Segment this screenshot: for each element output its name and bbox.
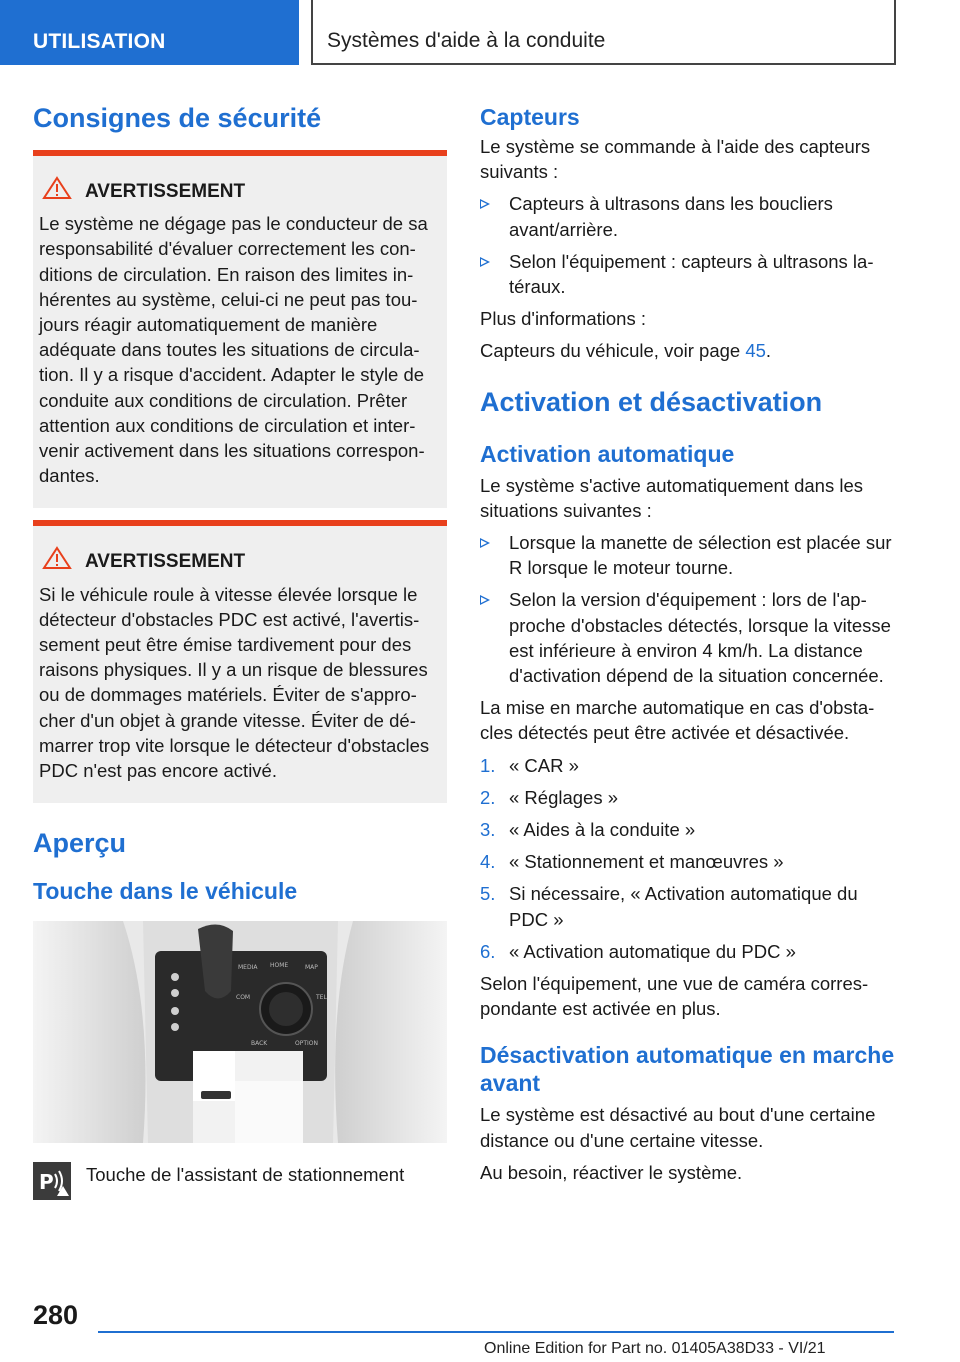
- chapter-title: Systèmes d'aide à la conduite: [311, 0, 896, 65]
- page-number: 280: [33, 1300, 79, 1330]
- auto-activation-title: Activation automatique: [480, 440, 735, 467]
- right-column: [480, 100, 898, 1185]
- sensors-title: Capteurs: [480, 104, 580, 130]
- button-title: Touche dans le véhicule: [33, 878, 298, 905]
- list-item: Lorsque la manette de sélection est placée sur R lorsque le moteur tourne.: [480, 530, 898, 580]
- step-item: 1. « CAR »: [480, 754, 579, 776]
- warning-box-2: [33, 520, 447, 803]
- warning-box-1: [33, 150, 447, 508]
- steps-list: [480, 753, 898, 964]
- activation-title: Activation et désactivation: [480, 386, 823, 417]
- warning-triangle-icon: [42, 176, 72, 207]
- home-label: HOME: [270, 962, 289, 970]
- step-item: 6. « Activation automatique du PDC »: [480, 940, 796, 962]
- center-console-photo: [33, 921, 447, 1143]
- section-tab: UTILISATION: [0, 0, 299, 65]
- auto-list: [480, 530, 898, 688]
- warning-triangle-icon: [42, 546, 72, 577]
- sensors-intro: Le système se commande à l'aide des capteurs suivants :: [480, 136, 871, 183]
- list-item: Selon l'équipement : capteurs à ultrasons latéraux.: [480, 249, 898, 299]
- triangle-bullet-icon: [480, 257, 490, 267]
- media-label: MEDIA: [238, 964, 258, 972]
- overview-title: Aperçu: [33, 828, 127, 859]
- more-info: Plus d'informations :: [480, 308, 646, 330]
- reactivate-note: Au besoin, réactiver le système.: [480, 1161, 743, 1183]
- step-item: 2. « Réglages »: [480, 786, 619, 808]
- triangle-bullet-icon: [480, 538, 490, 548]
- triangle-bullet-icon: [480, 595, 490, 605]
- left-column: [33, 100, 447, 1200]
- back-label: BACK: [251, 1040, 268, 1048]
- auto-note: La mise en marche automatique en cas d'obstacles détectés peut être activée et désactivée.: [480, 697, 875, 744]
- safety-title: Consignes de sécurité: [33, 103, 322, 133]
- warning-text: Si le véhicule roule à vitesse élevée lorsque le détecteur d'obstacles PDC est activé, l'avertissement peut être émise tardivement pour des raisons physiques. Il y a un risque de blessures ou de dommages matériels. Éviter de s'approcher d'un objet à grande vitesse. Éviter de démarrer trop vite lorsque le détecteur d'obstacles PDC n'est pas encore activé.: [39, 583, 430, 782]
- warning-label: AVERTISSEMENT: [85, 551, 246, 573]
- svg-text:P: P: [39, 1170, 54, 1195]
- button-caption: [33, 1162, 447, 1200]
- page-link[interactable]: 45: [745, 340, 766, 362]
- footer-rule: [98, 1331, 894, 1333]
- triangle-bullet-icon: [480, 199, 490, 209]
- tel-label: TEL: [316, 994, 327, 1002]
- sensors-reference: Capteurs du véhicule, voir page 45.: [480, 340, 772, 362]
- edition-text: Online Edition for Part no. 01405A38D33 - VI/21: [484, 1340, 826, 1357]
- parking-assistant-icon: [33, 1162, 71, 1200]
- com-label: COM: [236, 994, 251, 1002]
- step-item: 4. « Stationnement et manœuvres »: [480, 851, 784, 873]
- caption-text: Touche de l'assistant de stationnement: [86, 1164, 405, 1186]
- sensors-list: [480, 191, 898, 299]
- camera-note: Selon l'équipement, une vue de caméra correspondante est activée en plus.: [480, 973, 869, 1020]
- warning-label: AVERTISSEMENT: [85, 181, 246, 202]
- auto-intro: Le système s'active automatiquement dans les situations suivantes :: [480, 474, 863, 521]
- option-label: OPTION: [295, 1040, 318, 1048]
- deactivation-text: Le système est désactivé au bout d'une certaine distance ou d'une certaine vitesse.: [480, 1104, 876, 1151]
- map-label: MAP: [305, 964, 318, 972]
- list-item: Selon la version d'équipement : lors de l'approche d'obstacles détectés, lorsque la vitesse est inférieure à environ 4 km/h. La distance d'activation dépend de la situation concernée.: [480, 587, 898, 688]
- list-item: Capteurs à ultrasons dans les boucliers avant/arrière.: [480, 191, 898, 241]
- step-item: 5. Si nécessaire, « Activation automatique du PDC »: [480, 883, 858, 930]
- warning-text: Le système ne dégage pas le conducteur de sa responsabilité d'évaluer correctement les conditions de circulation. En raison des limites inhérentes au système, celui-ci ne peut pas toujours réagir automatiquement de manière adéquate dans toutes les situations de circulation. Il y a risque d'accident. Adapter le style de conduite aux conditions de circulation. Prêter attention aux conditions de circulation et intervenir activement dans les situations correspondantes.: [39, 213, 428, 487]
- step-item: 3. « Aides à la conduite »: [480, 819, 696, 841]
- deactivation-title: Désactivation automatique en marche avant: [480, 1042, 895, 1097]
